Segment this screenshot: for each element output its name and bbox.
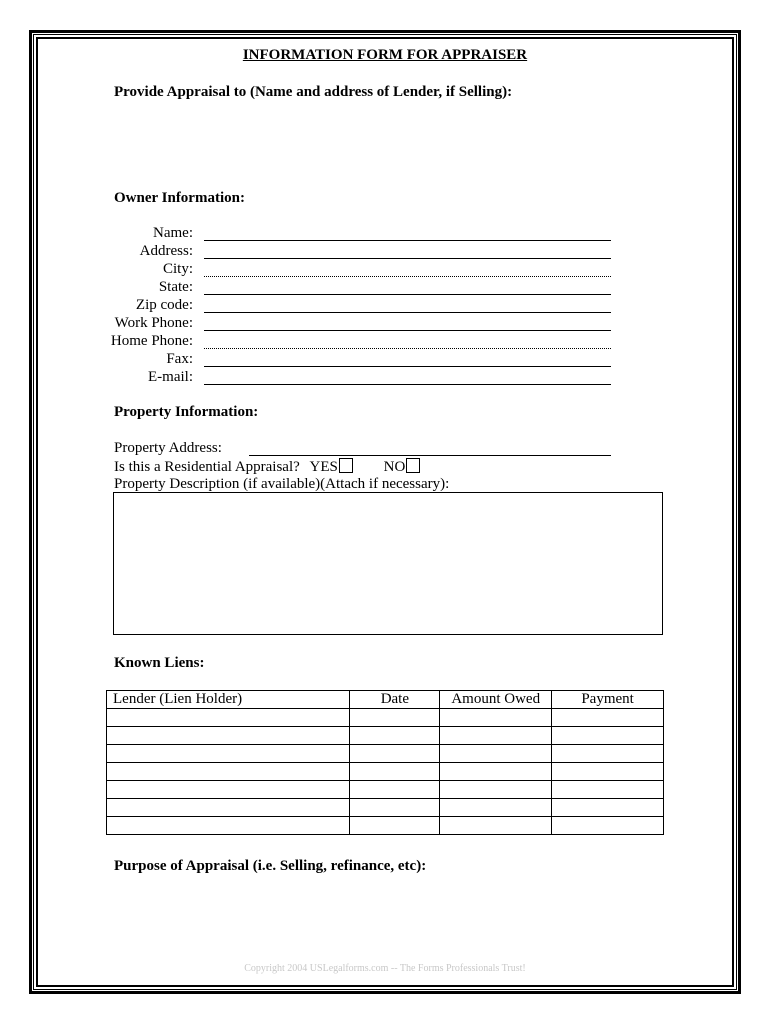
lender-cell[interactable] [107,709,350,727]
owner-address-label: Address: [139,243,193,259]
form-title: INFORMATION FORM FOR APPRAISER [242,47,528,63]
table-row [107,763,664,781]
date-cell[interactable] [350,781,440,799]
payment-cell[interactable] [552,799,664,817]
lender-cell[interactable] [107,799,350,817]
table-row [107,799,664,817]
owner-information-heading: Owner Information: [114,190,245,206]
lender-cell[interactable] [107,817,350,835]
payment-cell[interactable] [552,709,664,727]
owner-state-field[interactable] [204,294,611,295]
payment-cell[interactable] [552,745,664,763]
date-cell[interactable] [350,817,440,835]
amount-owed-cell[interactable] [440,763,552,781]
amount-owed-cell[interactable] [440,745,552,763]
date-cell[interactable] [350,799,440,817]
amount-owed-column-header: Amount Owed [440,691,552,709]
property-description-label: Property Description (if available)(Attach if necessary): [114,476,450,492]
amount-owed-cell[interactable] [440,727,552,745]
property-address-label: Property Address: [114,440,222,456]
owner-zip-label: Zip code: [135,297,193,313]
owner-state-label: State: [158,279,193,295]
owner-fax-field[interactable] [204,366,611,367]
liens-header-row [107,691,664,709]
property-information-heading: Property Information: [114,404,259,420]
known-liens-heading: Known Liens: [114,655,205,671]
owner-name-label: Name: [153,225,193,241]
no-checkbox[interactable] [406,458,420,473]
table-row [107,727,664,745]
date-column-header: Date [350,691,440,709]
owner-city-label: City: [162,261,193,277]
yes-checkbox[interactable] [339,458,353,473]
date-cell[interactable] [350,727,440,745]
date-cell[interactable] [350,745,440,763]
liens-table [106,690,664,835]
owner-home-phone-label: Home Phone: [110,333,193,349]
owner-work-phone-label: Work Phone: [114,315,193,331]
owner-email-label: E-mail: [148,369,193,385]
amount-owed-cell[interactable] [440,781,552,799]
date-cell[interactable] [350,763,440,781]
residential-question-label: Is this a Residential Appraisal? [114,459,300,475]
payment-cell[interactable] [552,727,664,745]
lender-cell[interactable] [107,781,350,799]
lender-cell[interactable] [107,763,350,781]
lender-column-header: Lender (Lien Holder) [107,691,350,709]
amount-owed-cell[interactable] [440,799,552,817]
copyright-notice: Copyright 2004 USLegalforms.com -- The Forms Professionals Trust! [244,963,526,974]
payment-cell[interactable] [552,763,664,781]
owner-city-field[interactable] [204,276,611,277]
owner-name-field[interactable] [204,240,611,241]
provide-appraisal-heading: Provide Appraisal to (Name and address of Lender, if Selling): [114,84,513,100]
no-label: NO [383,459,406,475]
lender-cell[interactable] [107,745,350,763]
owner-fax-label: Fax: [166,351,193,367]
table-row [107,745,664,763]
table-row [107,817,664,835]
owner-zip-field[interactable] [204,312,611,313]
owner-home-phone-field[interactable] [204,348,611,349]
payment-column-header: Payment [552,691,664,709]
owner-work-phone-field[interactable] [204,330,611,331]
owner-email-field[interactable] [204,384,611,385]
residential-question-row [114,458,420,476]
amount-owed-cell[interactable] [440,817,552,835]
owner-address-field[interactable] [204,258,611,259]
payment-cell[interactable] [552,817,664,835]
lender-cell[interactable] [107,727,350,745]
date-cell[interactable] [350,709,440,727]
property-address-field[interactable] [249,455,611,456]
table-row [107,781,664,799]
amount-owed-cell[interactable] [440,709,552,727]
property-description-box[interactable] [113,492,663,635]
purpose-of-appraisal-heading: Purpose of Appraisal (i.e. Selling, refinance, etc): [114,858,427,874]
table-row [107,709,664,727]
payment-cell[interactable] [552,781,664,799]
yes-label: YES [309,459,338,475]
